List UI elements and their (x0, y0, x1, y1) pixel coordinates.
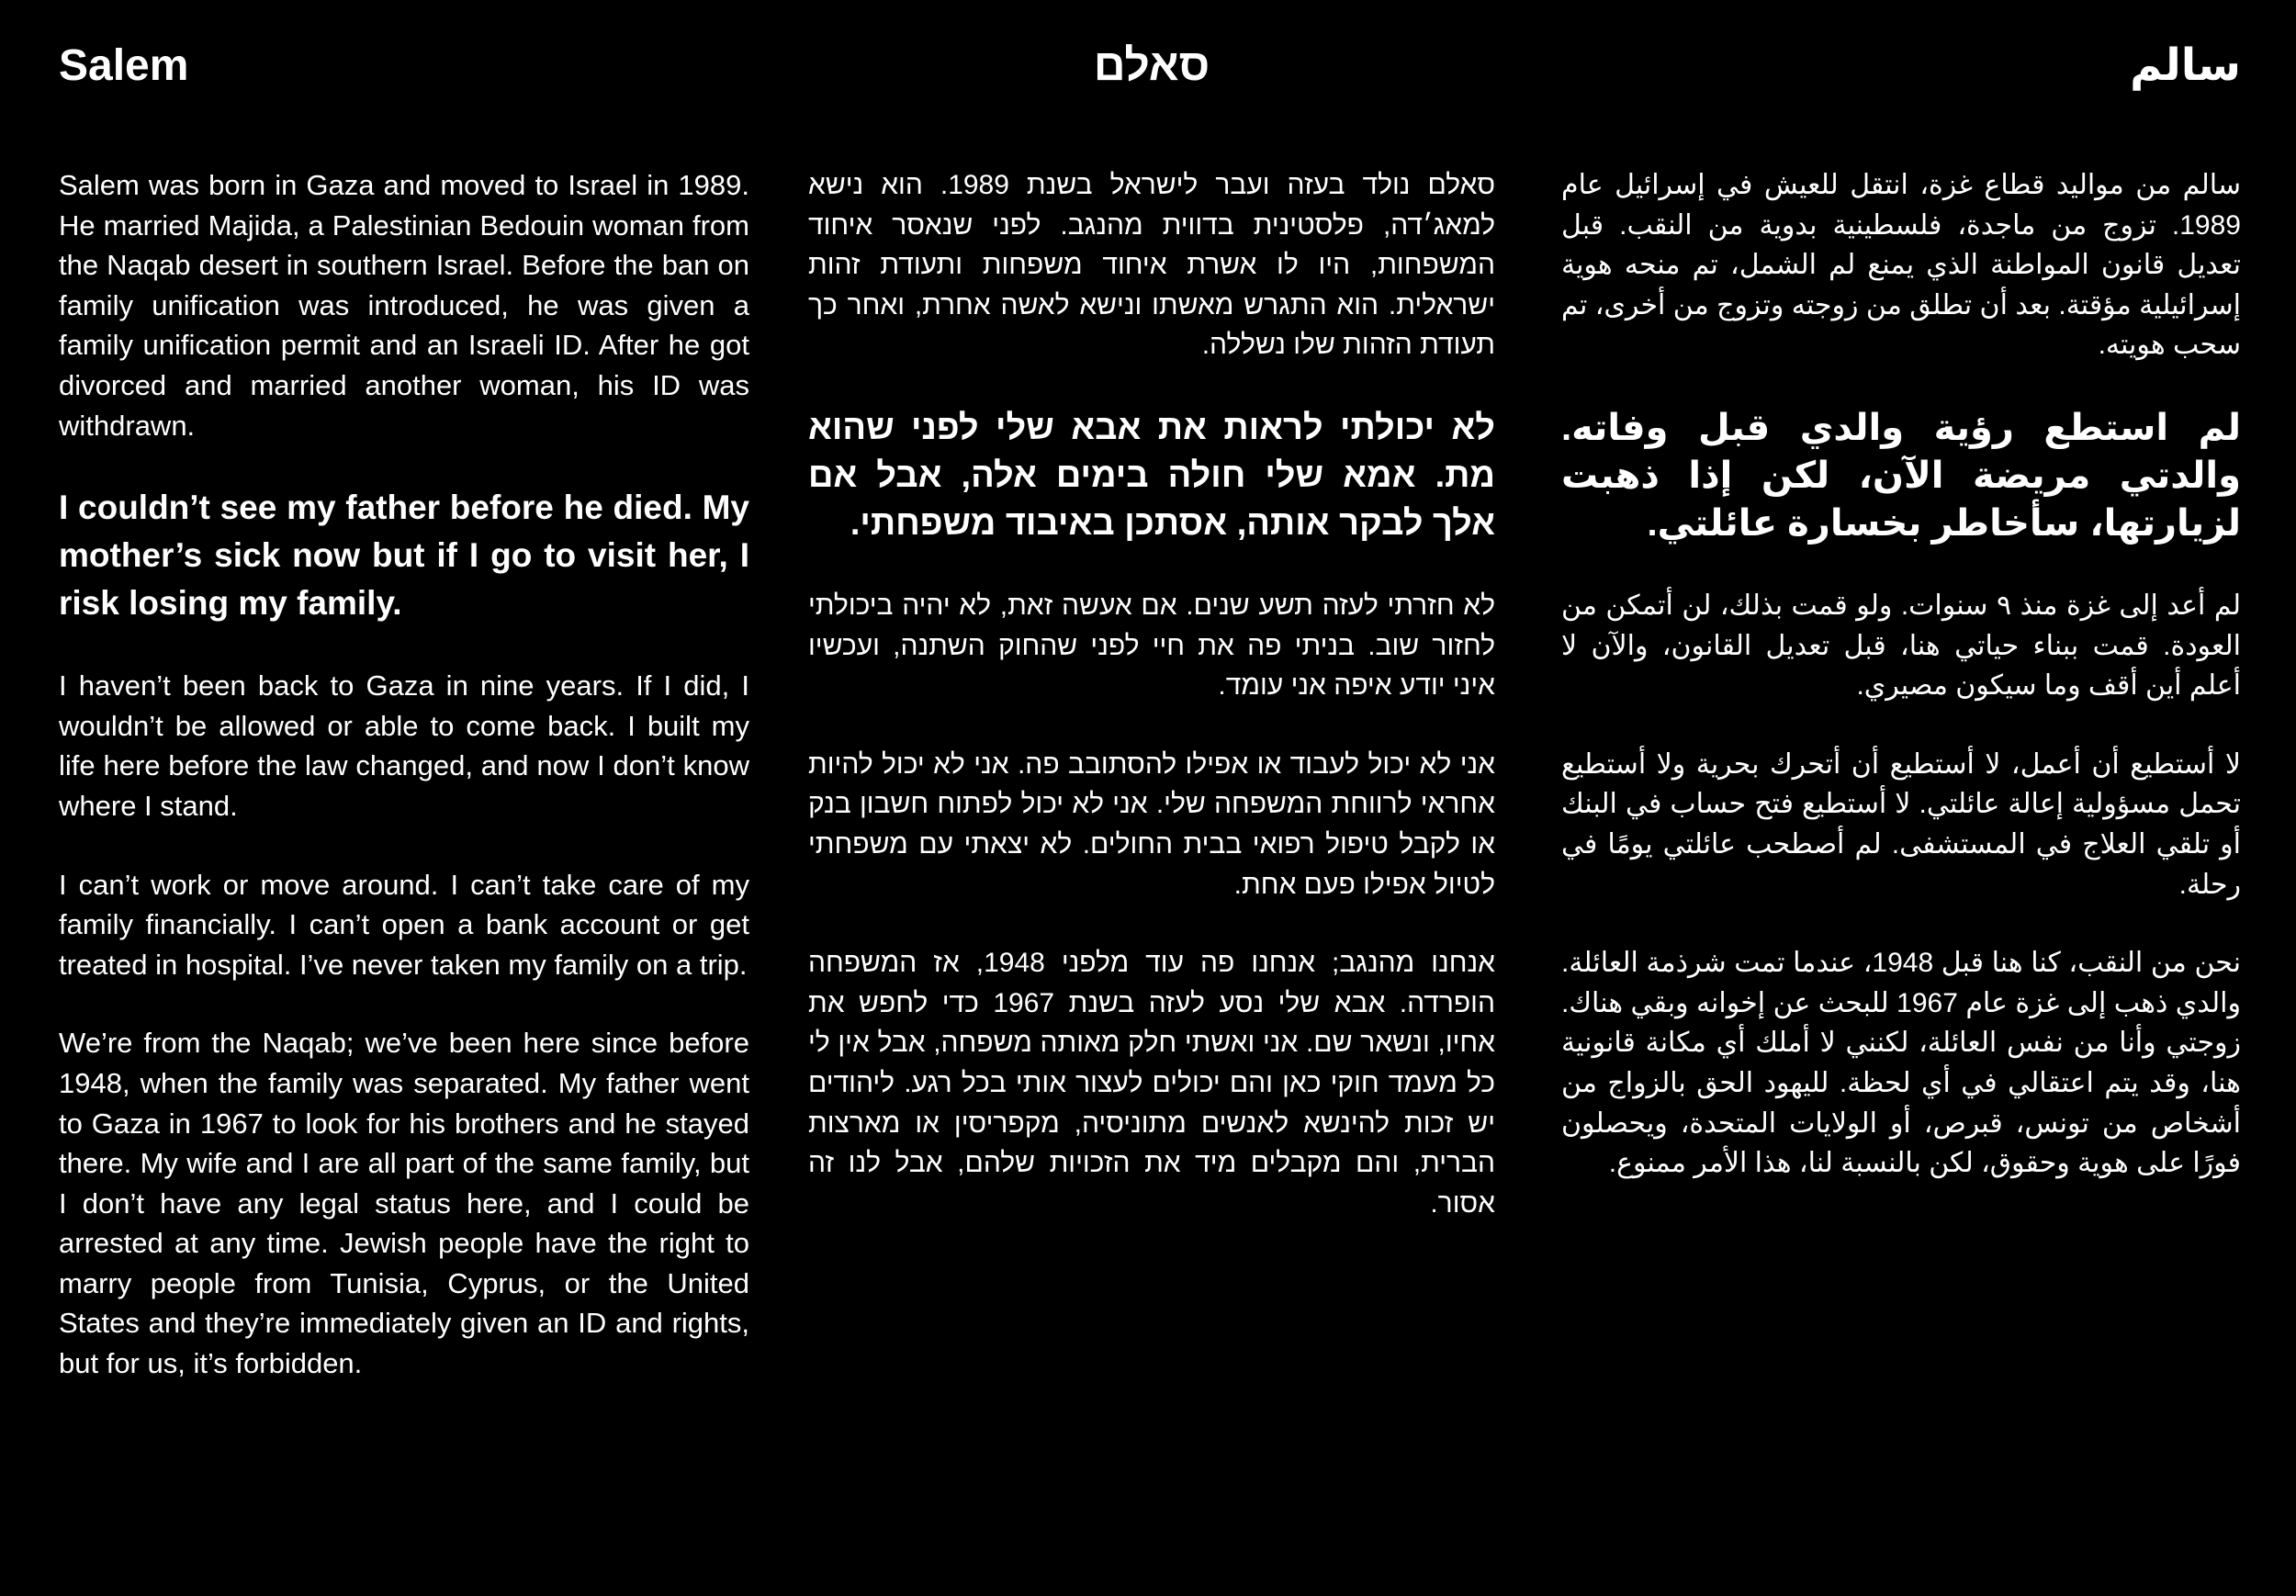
hebrew-paragraph-2: לא חזרתי לעזה תשע שנים. אם אעשה זאת, לא יהיה ביכולתי לחזור שוב. בניתי פה את חיי לפני שהחוק השתנה, ועכשיו איני יודע איפה אני עומד. (808, 590, 1495, 702)
english-intro-paragraph: Salem was born in Gaza and moved to Israel in 1989. He married Majida, a Palestinian Bedouin woman from the Naqab desert in southern Israel. Before the ban on family unification was introduced, he was given a family unification permit and an Israeli ID. After he got divorced and married another woman, his ID was withdrawn. (59, 169, 749, 442)
english-body (59, 165, 749, 1384)
english-paragraph-3: I can’t work or move around. I can’t take care of my family financially. I can’t open a bank account or get treated in hospital. I’ve never taken my family on a trip. (59, 868, 749, 981)
english-column (59, 37, 749, 1422)
english-title: Salem (59, 41, 189, 90)
hebrew-paragraph-3: אני לא יכול לעבוד או אפילו להסתובב פה. אני לא יכול להיות אחראי לרווחת המשפחה שלי. אני לא יכול לפתוח חשבון בנק או לקבל טיפול רפואי בבית החולים. לא יצאתי עם משפחתי לטיול אפילו פעם אחת. (808, 748, 1495, 900)
hebrew-intro-paragraph: סאלם נולד בעזה ועבר לישראל בשנת 1989. הוא נישא למאג׳דה, פלסטינית בדווית מהנגב. לפני שנאסר איחוד המשפחות, היו לו אשרת איחוד משפחות ותעודת זהות ישראלית. הוא התגרש מאשתו ונישא לאשה אחרת, ואחר כך תעודת הזהות שלו נשללה. (808, 170, 1495, 361)
hebrew-column (808, 37, 1495, 1262)
arabic-paragraph-2: لم أعد إلى غزة منذ ٩ سنوات. ولو قمت بذلك، لن أتمكن من العودة. قمت ببناء حياتي هنا، قبل تعديل القانون، والآن لا أعلم أين أقف وما سيكون مصيري. (1561, 590, 2241, 702)
arabic-title: سالم (2130, 41, 2241, 90)
hebrew-body (808, 165, 1495, 1223)
arabic-paragraph-3: لا أستطيع أن أعمل، لا أستطيع أن أتحرك بحرية ولا أستطيع تحمل مسؤولية إعالة عائلتي. لا أستطيع فتح حساب في البنك أو تلقي العلاج في المستشفى. لم أصطحب عائلتي يومًا في رحلة. (1561, 748, 2241, 900)
arabic-paragraph-4: نحن من النقب، كنا هنا قبل 1948، عندما تمت شرذمة العائلة. والدي ذهب إلى غزة عام 1967 للبحث عن إخوانه وبقي هناك. زوجتي وأنا من نفس العائلة، لكنني لا أملك أي مكانة قانونية هنا، وقد يتم اعتقالي في أي لحظة. لليهود الحق بالزواج من أشخاص من تونس، قبرص، أو الولايات المتحدة، ويحصلون فورًا على هوية وحقوق، لكن بالنسبة لنا، هذا الأمر ممنوع. (1561, 948, 2242, 1179)
arabic-column (1561, 37, 2241, 1222)
hebrew-title: סאלם (1093, 41, 1210, 90)
arabic-body (1561, 165, 2241, 1184)
hebrew-quote: לא יכולתי לראות את אבא שלי לפני שהוא מת. אמא שלי חולה בימים אלה, אבל אם אלך לבקר אותה, אסתכן באיבוד משפחתי. (808, 408, 1495, 543)
english-paragraph-4: We’re from the Naqab; we’ve been here since before 1948, when the family was separated. My father went to Gaza in 1967 to look for his brothers and he stayed there. My wife and I are all part of the same family, but I don’t have any legal status here, and I could be arrested at any time. Jewish people have the right to marry people from Tunisia, Cyprus, or the United States and they’re immediately given an ID and rights, but for us, it’s forbidden. (59, 1027, 749, 1380)
arabic-intro-paragraph: سالم من مواليد قطاع غزة، انتقل للعيش في إسرائيل عام 1989. تزوج من ماجدة، فلسطينية بدوية من النقب. قبل تعديل قانون المواطنة الذي يمنع لم الشمل، تم منحه هوية إسرائيلية مؤقتة. بعد أن تطلق من زوجته وتزوج من أخرى، تم سحب هويته. (1561, 170, 2241, 361)
english-quote: I couldn’t see my father before he died. My mother’s sick now but if I go to visit her, I risk losing my family. (59, 489, 749, 623)
arabic-quote: لم استطع رؤية والدي قبل وفاته. والدتي مريضة الآن، لكن إذا ذهبت لزيارتها، سأخاطر بخسارة عائلتي. (1561, 407, 2241, 544)
hebrew-paragraph-4: אנחנו מהנגב; אנחנו פה עוד מלפני 1948, אז המשפחה הופרדה. אבא שלי נסע לעזה בשנת 1967 כדי לחפש את אחיו, ונשאר שם. אני ואשתי חלק מאותה משפחה, אבל אין לי כל מעמד חוקי כאן והם יכולים לעצור אותי בכל רגע. ליהודים יש זכות להינשא לאנשים מתוניסיה, מקפריסין או מארצות הברית, והם מקבלים מיד את הזכויות שלהם, אבל לנו זה אסור. (808, 948, 1495, 1219)
english-paragraph-2: I haven’t been back to Gaza in nine years. If I did, I wouldn’t be allowed or able to come back. I built my life here before the law changed, and now I don’t know where I stand. (59, 669, 749, 822)
